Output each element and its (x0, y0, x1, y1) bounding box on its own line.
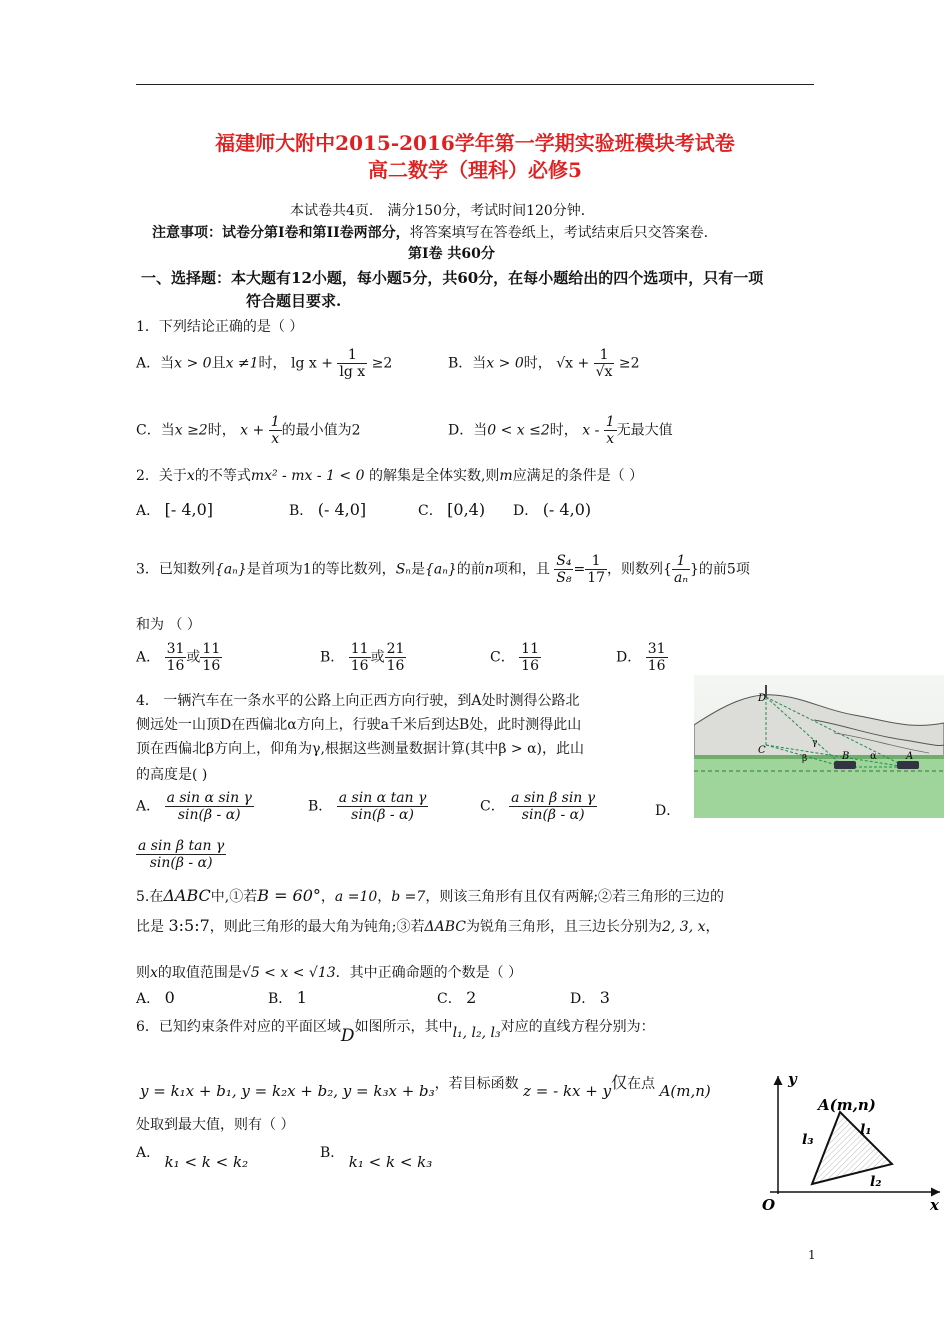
math: z = - kx + y (523, 1082, 612, 1100)
text: 时， (258, 355, 287, 372)
question-2-option-b (289, 500, 366, 520)
math: k₁ < k < k₃ (348, 1153, 433, 1171)
option-label: A． (136, 798, 161, 815)
mountain-road-photo (694, 675, 944, 818)
text: 的前 (698, 561, 727, 578)
option-label: A． (136, 649, 161, 666)
photo-label-b: B (842, 751, 850, 762)
text: 6．已知约束条件对应的平面区域 (136, 1019, 341, 1035)
question-2-stem (136, 465, 643, 485)
mountain-road-figure (694, 675, 944, 818)
numerator: a sin α tan γ (338, 790, 427, 806)
option-label: D． (616, 649, 642, 666)
text: ．其中正确命题的个数是（ ） (335, 965, 523, 981)
question-4-line-2: 侧远处一山顶D在西偏北α方向上，行驶a千米后到达B处，此时测得此山 (136, 717, 582, 733)
option-label: C．当 (136, 422, 175, 439)
numerator: S₄ (556, 553, 572, 569)
option-label: C． (437, 991, 462, 1007)
question-1-option-d (448, 414, 673, 447)
graph-l1-label: l₁ (860, 1122, 872, 1138)
car-b-icon (834, 761, 856, 769)
math: 3:5:7 (168, 916, 210, 935)
text: ，则数列 (607, 561, 664, 578)
option-label: B． (320, 649, 345, 666)
option-label: D． (513, 503, 539, 519)
question-6-option-a (136, 1142, 248, 1171)
graph-l2-label: l₂ (870, 1174, 882, 1190)
text: 或 (370, 649, 385, 666)
fraction (385, 641, 407, 674)
numerator: 1 (591, 553, 601, 569)
math: mx² - mx - 1 < 0 (250, 468, 365, 484)
option-label: B． (308, 798, 333, 815)
math: ΔABC (163, 886, 211, 905)
fraction (672, 553, 690, 586)
graph-origin-label: O (762, 1196, 776, 1214)
math: ≥2 (618, 355, 640, 372)
fraction (269, 414, 282, 447)
photo-label-c: C (758, 745, 766, 756)
denominator: 16 (202, 658, 221, 675)
question-2-option-c (418, 500, 485, 520)
fraction (646, 641, 668, 674)
option-label: A． (136, 1145, 161, 1161)
numerator: 1 (605, 414, 615, 430)
math: 5 (726, 561, 736, 578)
fraction (519, 641, 541, 674)
denominator: 16 (166, 658, 185, 675)
denominator: 16 (386, 658, 405, 675)
text: 在点 (627, 1076, 656, 1092)
math: (- 4,0) (542, 500, 592, 519)
text: ， (320, 889, 335, 905)
fraction (585, 553, 607, 586)
text: 2．关于 (136, 468, 187, 484)
math: 2 (466, 988, 477, 1007)
question-3-stem-cont: 和为 （ ） (136, 617, 201, 633)
question-3-option-a (136, 641, 222, 674)
question-2-option-d (513, 500, 591, 520)
question-6-line-1 (136, 1016, 655, 1046)
question-3-option-c (490, 641, 541, 674)
photo-label-beta: β (802, 754, 808, 764)
option-label: B． (320, 1145, 345, 1161)
text: 3．已知数列 (136, 561, 215, 578)
math: x (186, 468, 195, 484)
question-4-line-4: 的高度是( ) (136, 767, 208, 783)
text: ，则此三角形的最大角为钝角;③若 (209, 919, 425, 935)
math: k₁ < k < k₂ (164, 1153, 249, 1171)
math: m (499, 468, 513, 484)
denominator: sin(β - α) (165, 806, 254, 823)
denominator: √x (595, 364, 613, 381)
question-3-option-b (320, 641, 406, 674)
page-number: 1 (808, 1248, 816, 1262)
text: 5.在 (136, 889, 164, 905)
question-4-option-d (136, 838, 226, 871)
option-label: D．当 (448, 422, 488, 439)
math: x ≠1 (225, 355, 259, 372)
text: ， (705, 919, 720, 935)
constraint-region-graph (752, 1068, 948, 1218)
question-2-option-a (136, 500, 213, 520)
question-6-option-b (320, 1142, 432, 1171)
denominator: sin(β - α) (337, 806, 429, 823)
math: l₁, l₂, l₃ (452, 1025, 501, 1041)
numerator: 11 (521, 641, 539, 657)
text: 的不等式 (194, 468, 251, 484)
graph-y-label: y (788, 1070, 797, 1088)
math: √5 < x < √13 (241, 965, 336, 981)
question-5-line-2 (136, 916, 720, 936)
math: {aₙ} (214, 561, 247, 578)
question-5-option-c (437, 988, 476, 1008)
numerator: 11 (202, 641, 221, 657)
text: 或 (186, 649, 201, 666)
math: [- 4,0] (164, 500, 213, 519)
question-4-line-3: 顶在西偏北β方向上，仰角为γ,根据这些测量数据计算(其中β > α)，此山 (136, 741, 585, 757)
numerator: 31 (166, 641, 185, 657)
text: 无最大值 (616, 422, 673, 439)
text: 如图所示，其中 (354, 1019, 453, 1035)
math: y = k₁x + b₁, y = k₂x + b₂, y = k₃x + b₃ (140, 1082, 435, 1100)
denominator: x (269, 430, 282, 447)
region-figure (752, 1068, 948, 1218)
question-1-stem: 1．下列结论正确的是（ ） (136, 319, 304, 335)
photo-label-alpha: α (870, 751, 877, 762)
option-label: A．当 (136, 355, 175, 372)
math: x ≥2 (174, 422, 208, 439)
option-label: C． (480, 798, 505, 815)
math: 1 (302, 561, 312, 578)
fraction (200, 641, 222, 674)
math: [0,4) (447, 500, 486, 519)
part-heading: 第Ⅰ卷 共60分 (408, 246, 495, 262)
text: 项 (735, 561, 750, 578)
question-3-stem: 3．已知数列{aₙ}是首项为1的等比数列，Sₙ是{aₙ}的前n项和，且 $\frac{\text{S₄}}{\text{S₈}}$ = $\frac{1}{17}$ ，则数列{ $\frac{1}{\text{aₙ}}$ }的前5项 (136, 553, 750, 587)
denominator: S₈ (556, 570, 572, 587)
text: 的解集是全体实数,则 (368, 468, 500, 484)
numerator: 1 (676, 553, 686, 569)
notice-label: 注意事项： (152, 225, 222, 241)
option-label: C． (418, 503, 443, 519)
fraction (337, 347, 367, 380)
question-6-line-2 (140, 1070, 711, 1100)
question-5-option-a (136, 988, 175, 1008)
fraction (554, 553, 573, 586)
math: x > 0 (486, 355, 524, 372)
denominator: aₙ (673, 570, 688, 587)
math: = (573, 561, 586, 578)
fraction (165, 790, 254, 823)
text: 的最小值为2 (281, 422, 361, 439)
question-5-option-b (268, 988, 307, 1008)
fraction (165, 641, 187, 674)
numerator: 1 (347, 347, 357, 363)
text: 对应的直线方程分别为： (500, 1019, 655, 1035)
question-5-line-3 (136, 962, 522, 982)
numerator: a sin α sin γ (166, 790, 252, 806)
denominator: 16 (647, 658, 666, 675)
fraction (136, 838, 226, 871)
math: ≥2 (371, 355, 393, 372)
denominator: sin(β - α) (136, 854, 226, 871)
option-label: A． (136, 991, 161, 1007)
denominator: x (604, 430, 617, 447)
exam-subtitle: 高二数学（理科）必修5 (368, 158, 582, 182)
car-a-icon (897, 761, 919, 769)
option-label: B．当 (448, 355, 487, 372)
text: 时， (207, 422, 236, 439)
numerator: 1 (270, 414, 280, 430)
fraction (509, 790, 597, 823)
math: 0 < x ≤2 (487, 422, 550, 439)
section-heading-cont: 符合题目要求. (246, 292, 342, 310)
denominator: 17 (587, 570, 606, 587)
graph-x-label: x (930, 1196, 939, 1214)
denominator: lg x (339, 364, 366, 381)
fraction (337, 790, 429, 823)
math: 3 (599, 988, 610, 1007)
math: A(m,n) (659, 1082, 711, 1100)
math: x - (582, 422, 600, 439)
option-label: C． (490, 649, 515, 666)
photo-label-gamma: γ (812, 738, 818, 748)
option-label: B． (268, 991, 293, 1007)
photo-label-d: D (758, 693, 767, 704)
text: 的取值范围是 (157, 965, 242, 981)
math: D (340, 1026, 355, 1046)
math: {aₙ} (424, 561, 457, 578)
text: ，则该三角形有且仅有两解;②若三角形的三边的 (425, 889, 725, 905)
text: 应满足的条件是（ ） (512, 468, 644, 484)
exam-info: 本试卷共4页． 满分150分，考试时间120分钟． (290, 203, 595, 219)
fraction (594, 347, 615, 380)
option-label: A． (136, 503, 161, 519)
exam-notice (152, 222, 708, 242)
text: ，若目标函数 (434, 1076, 519, 1092)
photo-label-a: A (906, 751, 914, 762)
exam-title: 福建师大附中2015-2016学年第一学期实验班模块考试卷 (215, 131, 735, 155)
math: 0 (164, 988, 175, 1007)
math: x + (240, 422, 265, 439)
graph-l3-label: l₃ (802, 1132, 814, 1148)
math: lg x + (291, 355, 333, 372)
math: 1 (296, 988, 307, 1007)
math: ΔABC (424, 919, 466, 935)
math: n (484, 561, 494, 578)
denominator: 16 (521, 658, 539, 675)
question-4-option-c (480, 790, 597, 823)
numerator: 1 (599, 347, 609, 363)
question-1-option-a (136, 347, 392, 380)
text: 是首项为 (246, 561, 303, 578)
text: 项和，且 (493, 561, 550, 578)
question-4-option-a (136, 790, 254, 823)
math: 2, 3, x (661, 919, 706, 935)
notice-text: 将答案填写在答卷纸上，考试结束后只交答案卷. (409, 225, 709, 241)
question-1-option-b (448, 347, 640, 380)
header-rule (136, 84, 814, 85)
text: 的前 (456, 561, 485, 578)
numerator: 11 (350, 641, 369, 657)
numerator: a sin β sin γ (511, 790, 596, 806)
denominator: 16 (350, 658, 369, 675)
text: 的等比数列， (311, 561, 396, 578)
text: 仅 (611, 1073, 628, 1092)
text: 是 (410, 561, 425, 578)
question-4-line-1: 4． 一辆汽车在一条水平的公路上向正西方向行驶，到A处时测得公路北 (136, 693, 580, 709)
numerator: a sin β tan γ (138, 838, 225, 854)
text: 为锐角三角形，且三边长分别为 (465, 919, 662, 935)
text: 时， (549, 422, 578, 439)
numerator: 31 (647, 641, 666, 657)
option-label: D． (570, 991, 596, 1007)
math: x (150, 965, 158, 981)
question-6-line-3: 处取到最大值，则有（ ） (136, 1117, 295, 1133)
text: 且 (211, 355, 226, 372)
question-1-option-c (136, 414, 361, 447)
question-4-option-d-label: D． (655, 803, 681, 819)
question-3-option-d (616, 641, 668, 674)
option-label: B． (289, 503, 314, 519)
math: b =7 (391, 889, 426, 905)
math: x > 0 (174, 355, 212, 372)
graph-point-a-label: A(m,n) (818, 1096, 876, 1114)
text: ， (377, 889, 392, 905)
math: (- 4,0] (317, 500, 367, 519)
question-5-option-d (570, 988, 610, 1008)
math: B = 60° (257, 886, 321, 905)
math: Sₙ (395, 561, 411, 578)
math: a =10 (334, 889, 378, 905)
fraction (349, 641, 371, 674)
text: 则 (136, 965, 150, 981)
denominator: sin(β - α) (509, 806, 597, 823)
text: 时， (523, 355, 552, 372)
notice-bold: 试卷分第Ⅰ卷和第II卷两部分， (222, 225, 410, 241)
text: 中,①若 (210, 889, 258, 905)
numerator: 21 (386, 641, 405, 657)
question-5-line-1 (136, 886, 724, 906)
question-4-option-b (308, 790, 428, 823)
section-heading: 一、选择题：本大题有12小题，每小题5分，共60分，在每小题给出的四个选项中，只有一项 (141, 269, 764, 287)
text: 比是 (136, 919, 164, 935)
math: √x + (556, 355, 590, 372)
fraction (604, 414, 617, 447)
